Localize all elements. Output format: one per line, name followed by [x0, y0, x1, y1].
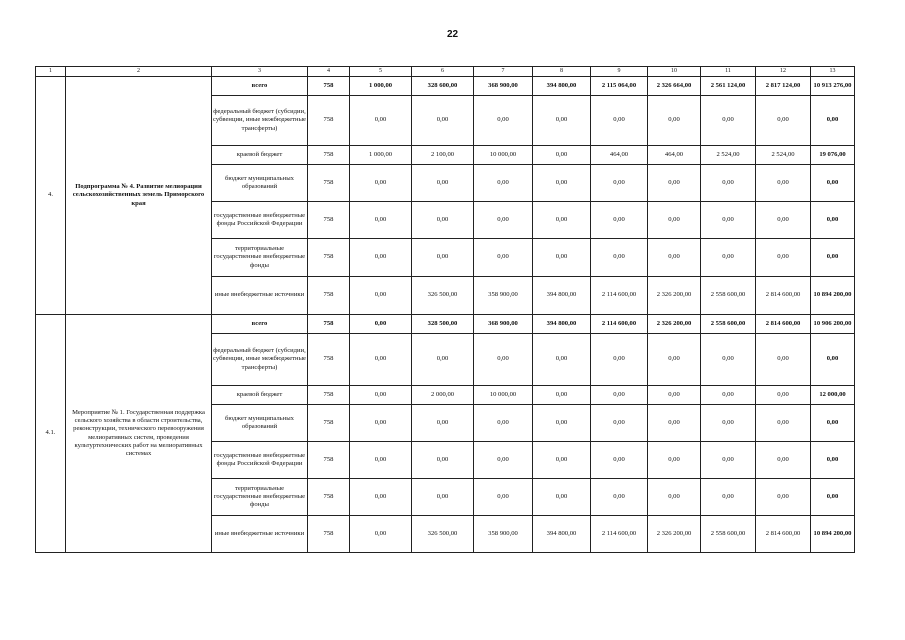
- year-amount-cell: 368 900,00: [474, 315, 533, 334]
- year-amount-cell: 0,00: [474, 405, 533, 442]
- section-name: Мероприятие № 1. Государственная поддержка сельского хозяйства в области строительства, реконструкции, технического перевооружения мелиоративных систем, проведения культуртехнических работ на мелиоративных системах: [66, 315, 212, 553]
- year-amount-cell: 10 000,00: [474, 386, 533, 405]
- year-amount-cell: 2 814 600,00: [756, 277, 811, 315]
- year-amount-cell: 328 500,00: [412, 315, 474, 334]
- year-amount-cell: 0,00: [474, 442, 533, 479]
- year-amount-cell: 0,00: [533, 146, 591, 165]
- funding-source-label: территориальные государственные внебюджетные фонды: [212, 479, 308, 516]
- year-amount-cell: 0,00: [591, 334, 648, 386]
- year-amount-cell: 0,00: [701, 239, 756, 277]
- year-amount-cell: 0,00: [412, 96, 474, 146]
- budget-code: 758: [308, 96, 350, 146]
- year-amount-cell: 0,00: [350, 315, 412, 334]
- year-amount-cell: 0,00: [474, 165, 533, 202]
- year-amount-cell: 0,00: [756, 334, 811, 386]
- year-amount-cell: 2 524,00: [756, 146, 811, 165]
- row-total: 10 894 200,00: [811, 277, 855, 315]
- budget-code: 758: [308, 442, 350, 479]
- row-total: 0,00: [811, 202, 855, 239]
- year-amount-cell: 0,00: [701, 334, 756, 386]
- budget-code: 758: [308, 405, 350, 442]
- column-number-cell: 12: [756, 67, 811, 77]
- year-amount-cell: 2 814 600,00: [756, 516, 811, 553]
- year-amount-cell: 358 900,00: [474, 277, 533, 315]
- year-amount-cell: 1 000,00: [350, 77, 412, 96]
- year-amount-cell: 464,00: [591, 146, 648, 165]
- column-number-cell: 8: [533, 67, 591, 77]
- year-amount-cell: 2 326 200,00: [648, 315, 701, 334]
- year-amount-cell: 464,00: [648, 146, 701, 165]
- year-amount-cell: 2 114 600,00: [591, 315, 648, 334]
- year-amount-cell: 0,00: [533, 405, 591, 442]
- year-amount-cell: 2 558 600,00: [701, 315, 756, 334]
- column-number-cell: 1: [36, 67, 66, 77]
- year-amount-cell: 0,00: [591, 386, 648, 405]
- section-name: Подпрограмма № 4. Развитие мелиорации сельскохозяйственных земель Приморского края: [66, 77, 212, 315]
- year-amount-cell: 328 600,00: [412, 77, 474, 96]
- table-row: [36, 315, 855, 334]
- year-amount-cell: 0,00: [350, 405, 412, 442]
- budget-code: 758: [308, 146, 350, 165]
- year-amount-cell: 0,00: [474, 479, 533, 516]
- year-amount-cell: 394 800,00: [533, 277, 591, 315]
- column-number-cell: 7: [474, 67, 533, 77]
- funding-source-label: государственные внебюджетные фонды Российской Федерации: [212, 442, 308, 479]
- year-amount-cell: 0,00: [533, 96, 591, 146]
- section-number: 4.1.: [36, 315, 66, 553]
- year-amount-cell: 0,00: [533, 334, 591, 386]
- column-number-cell: 5: [350, 67, 412, 77]
- year-amount-cell: 0,00: [648, 479, 701, 516]
- year-amount-cell: 0,00: [533, 386, 591, 405]
- year-amount-cell: 0,00: [474, 96, 533, 146]
- year-amount-cell: 0,00: [701, 479, 756, 516]
- year-amount-cell: 326 500,00: [412, 277, 474, 315]
- year-amount-cell: 394 800,00: [533, 516, 591, 553]
- year-amount-cell: 394 800,00: [533, 77, 591, 96]
- year-amount-cell: 2 326 200,00: [648, 277, 701, 315]
- funding-source-label: иные внебюджетные источники: [212, 277, 308, 315]
- row-total: 0,00: [811, 442, 855, 479]
- funding-source-label: территориальные государственные внебюджетные фонды: [212, 239, 308, 277]
- year-amount-cell: 2 326 664,00: [648, 77, 701, 96]
- row-total: 0,00: [811, 479, 855, 516]
- year-amount-cell: 0,00: [701, 202, 756, 239]
- year-amount-cell: 0,00: [756, 96, 811, 146]
- funding-source-label: иные внебюджетные источники: [212, 516, 308, 553]
- year-amount-cell: 0,00: [350, 334, 412, 386]
- row-total: 0,00: [811, 165, 855, 202]
- year-amount-cell: 0,00: [412, 165, 474, 202]
- funding-source-label: всего: [212, 315, 308, 334]
- row-total: 10 906 200,00: [811, 315, 855, 334]
- column-number-cell: 6: [412, 67, 474, 77]
- budget-code: 758: [308, 202, 350, 239]
- year-amount-cell: 0,00: [591, 165, 648, 202]
- year-amount-cell: 2 561 124,00: [701, 77, 756, 96]
- year-amount-cell: 394 800,00: [533, 315, 591, 334]
- year-amount-cell: 0,00: [412, 479, 474, 516]
- year-amount-cell: 0,00: [701, 386, 756, 405]
- year-amount-cell: 0,00: [701, 405, 756, 442]
- year-amount-cell: 0,00: [756, 386, 811, 405]
- year-amount-cell: 0,00: [533, 479, 591, 516]
- year-amount-cell: 0,00: [591, 239, 648, 277]
- budget-code: 758: [308, 386, 350, 405]
- year-amount-cell: 0,00: [350, 386, 412, 405]
- year-amount-cell: 2 524,00: [701, 146, 756, 165]
- row-total: 10 913 276,00: [811, 77, 855, 96]
- funding-source-label: краевой бюджет: [212, 146, 308, 165]
- year-amount-cell: 0,00: [701, 96, 756, 146]
- row-total: 0,00: [811, 405, 855, 442]
- funding-source-label: всего: [212, 77, 308, 96]
- year-amount-cell: 0,00: [474, 239, 533, 277]
- table-row: [36, 77, 855, 96]
- year-amount-cell: 0,00: [591, 405, 648, 442]
- year-amount-cell: 0,00: [350, 442, 412, 479]
- column-number-cell: 9: [591, 67, 648, 77]
- row-total: 0,00: [811, 239, 855, 277]
- year-amount-cell: 0,00: [474, 334, 533, 386]
- year-amount-cell: 326 500,00: [412, 516, 474, 553]
- year-amount-cell: 0,00: [350, 165, 412, 202]
- year-amount-cell: 358 900,00: [474, 516, 533, 553]
- year-amount-cell: 0,00: [591, 96, 648, 146]
- year-amount-cell: 0,00: [591, 442, 648, 479]
- column-number-cell: 3: [212, 67, 308, 77]
- year-amount-cell: 2 115 064,00: [591, 77, 648, 96]
- year-amount-cell: 0,00: [474, 202, 533, 239]
- year-amount-cell: 2 100,00: [412, 146, 474, 165]
- year-amount-cell: 0,00: [701, 442, 756, 479]
- year-amount-cell: 0,00: [533, 165, 591, 202]
- year-amount-cell: 0,00: [701, 165, 756, 202]
- budget-code: 758: [308, 239, 350, 277]
- year-amount-cell: 0,00: [648, 405, 701, 442]
- column-number-cell: 4: [308, 67, 350, 77]
- year-amount-cell: 0,00: [350, 277, 412, 315]
- funding-source-label: краевой бюджет: [212, 386, 308, 405]
- budget-code: 758: [308, 479, 350, 516]
- year-amount-cell: 0,00: [756, 405, 811, 442]
- column-number-cell: 2: [66, 67, 212, 77]
- year-amount-cell: 0,00: [350, 479, 412, 516]
- year-amount-cell: 0,00: [412, 405, 474, 442]
- year-amount-cell: 0,00: [756, 239, 811, 277]
- column-number-cell: 10: [648, 67, 701, 77]
- year-amount-cell: 0,00: [350, 516, 412, 553]
- year-amount-cell: 2 814 600,00: [756, 315, 811, 334]
- column-number-row: [36, 67, 855, 77]
- year-amount-cell: 10 000,00: [474, 146, 533, 165]
- year-amount-cell: 0,00: [648, 202, 701, 239]
- budget-code: 758: [308, 315, 350, 334]
- year-amount-cell: 2 114 600,00: [591, 277, 648, 315]
- year-amount-cell: 0,00: [756, 442, 811, 479]
- year-amount-cell: 0,00: [756, 479, 811, 516]
- row-total: 19 076,00: [811, 146, 855, 165]
- year-amount-cell: 0,00: [648, 334, 701, 386]
- row-total: 12 000,00: [811, 386, 855, 405]
- year-amount-cell: 2 326 200,00: [648, 516, 701, 553]
- year-amount-cell: 0,00: [648, 442, 701, 479]
- year-amount-cell: 0,00: [648, 386, 701, 405]
- budget-code: 758: [308, 334, 350, 386]
- budget-table: [35, 66, 855, 553]
- column-number-cell: 11: [701, 67, 756, 77]
- year-amount-cell: 0,00: [412, 202, 474, 239]
- year-amount-cell: 0,00: [756, 165, 811, 202]
- budget-code: 758: [308, 77, 350, 96]
- year-amount-cell: 0,00: [533, 239, 591, 277]
- year-amount-cell: 2 114 600,00: [591, 516, 648, 553]
- row-total: 10 894 200,00: [811, 516, 855, 553]
- funding-source-label: федеральный бюджет (субсидии, субвенции, иные межбюджетные трансферты): [212, 334, 308, 386]
- year-amount-cell: 0,00: [591, 202, 648, 239]
- year-amount-cell: 0,00: [648, 165, 701, 202]
- budget-code: 758: [308, 165, 350, 202]
- year-amount-cell: 2 817 124,00: [756, 77, 811, 96]
- year-amount-cell: 0,00: [533, 442, 591, 479]
- year-amount-cell: 0,00: [756, 202, 811, 239]
- year-amount-cell: 0,00: [412, 334, 474, 386]
- year-amount-cell: 0,00: [533, 202, 591, 239]
- budget-code: 758: [308, 277, 350, 315]
- year-amount-cell: 0,00: [350, 202, 412, 239]
- year-amount-cell: 0,00: [648, 96, 701, 146]
- year-amount-cell: 0,00: [591, 479, 648, 516]
- year-amount-cell: 0,00: [648, 239, 701, 277]
- year-amount-cell: 2 558 600,00: [701, 277, 756, 315]
- row-total: 0,00: [811, 334, 855, 386]
- table-body: [36, 67, 855, 553]
- year-amount-cell: 0,00: [412, 239, 474, 277]
- year-amount-cell: 1 000,00: [350, 146, 412, 165]
- year-amount-cell: 0,00: [412, 442, 474, 479]
- column-number-cell: 13: [811, 67, 855, 77]
- funding-source-label: бюджет муниципальных образований: [212, 165, 308, 202]
- funding-source-label: государственные внебюджетные фонды Российской Федерации: [212, 202, 308, 239]
- row-total: 0,00: [811, 96, 855, 146]
- year-amount-cell: 368 900,00: [474, 77, 533, 96]
- funding-source-label: федеральный бюджет (субсидии, субвенции, иные межбюджетные трансферты): [212, 96, 308, 146]
- page-number: 22: [446, 29, 459, 40]
- section-number: 4.: [36, 77, 66, 315]
- budget-code: 758: [308, 516, 350, 553]
- year-amount-cell: 0,00: [350, 96, 412, 146]
- year-amount-cell: 2 000,00: [412, 386, 474, 405]
- year-amount-cell: 0,00: [350, 239, 412, 277]
- funding-source-label: бюджет муниципальных образований: [212, 405, 308, 442]
- year-amount-cell: 2 558 600,00: [701, 516, 756, 553]
